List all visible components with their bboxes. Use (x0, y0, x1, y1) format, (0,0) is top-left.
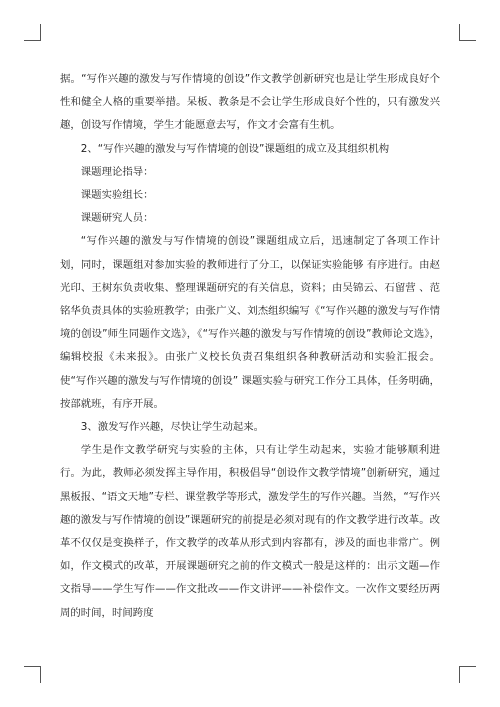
section-heading-2: 2、“写作兴趣的激发与写作情境的创设”课题组的成立及其组织机构 (80, 142, 390, 155)
crop-mark-bottom-right-vertical (459, 666, 460, 683)
paragraph-students-subject: 学生是作文教学研究与实验的主体，只有让学生动起来，实验才能够顺利进行。为此，教师必须发挥主导作用，积极倡导“创设作文教学情境”创新研究，通过黑板报、“语文天地”专栏、课堂教学等形式，激发学生的写作兴趣。当然，“写作兴趣的激发与写作情境的创设”课题研究的前提是必须对现有的作文教学进行改革。改革不仅仅是变换样子，作文教学的改革从形式到内容都有，涉及的面也非常广。例如，作文模式的改革，开展课题研究之前的作文模式一般是这样的：出示文题—作文指导——学生写作——作文批改——作文讲评——补偿作文。一次作文要经历两周的时间，时间跨度 (60, 444, 440, 619)
field-theory-guidance: 课题理论指导： (80, 165, 154, 178)
crop-mark-top-left-horizontal (24, 40, 41, 41)
field-experiment-leader: 课题实验组长： (80, 189, 154, 202)
paragraph-continuation: 据。“写作兴趣的激发与写作情境的创设”作文教学创新研究也是让学生形成良好个性和健全人格的重要举措。呆板、教条是不会让学生形成良好个性的，只有激发兴趣，创设写作情境，学生才能愿意去写，作文才会富有生机。 (60, 73, 440, 132)
crop-mark-bottom-left-vertical (40, 666, 41, 683)
crop-mark-bottom-right-horizontal (459, 666, 476, 667)
crop-mark-bottom-left-horizontal (24, 666, 41, 667)
section-heading-3: 3、激发写作兴趣，尽快让学生动起来。 (80, 421, 265, 434)
crop-mark-top-left-vertical (40, 24, 41, 41)
crop-mark-top-right-vertical (459, 24, 460, 41)
paragraph-work-plan: “写作兴趣的激发与写作情境的创设”课题组成立后，迅速制定了各项工作计划，同时，课题组对参加实验的教师进行了分工，以保证实验能够 有序进行。由赵光印、王树东负责收集、整理课题研究的有关信息，资料；由吴锦云、石留营 、范铭华负责具体的实验班教学；由张广义、刘杰组织编写《“写作兴趣的激发与写作情境的创设”师生同题作文选》，《“写作兴趣的激发与写作情境的创设”教师论文选》，编辑校报《未来报》。由张广义校长负责召集组织各种教研活动和实验汇报会。使“写作兴趣的激发与写作情境的创设” 课题实验与研究工作分工具体，任务明确，按部就班，有序开展。 (60, 235, 440, 410)
crop-mark-top-right-horizontal (459, 40, 476, 41)
document-body (60, 68, 440, 625)
field-researchers: 课题研究人员： (80, 212, 154, 225)
